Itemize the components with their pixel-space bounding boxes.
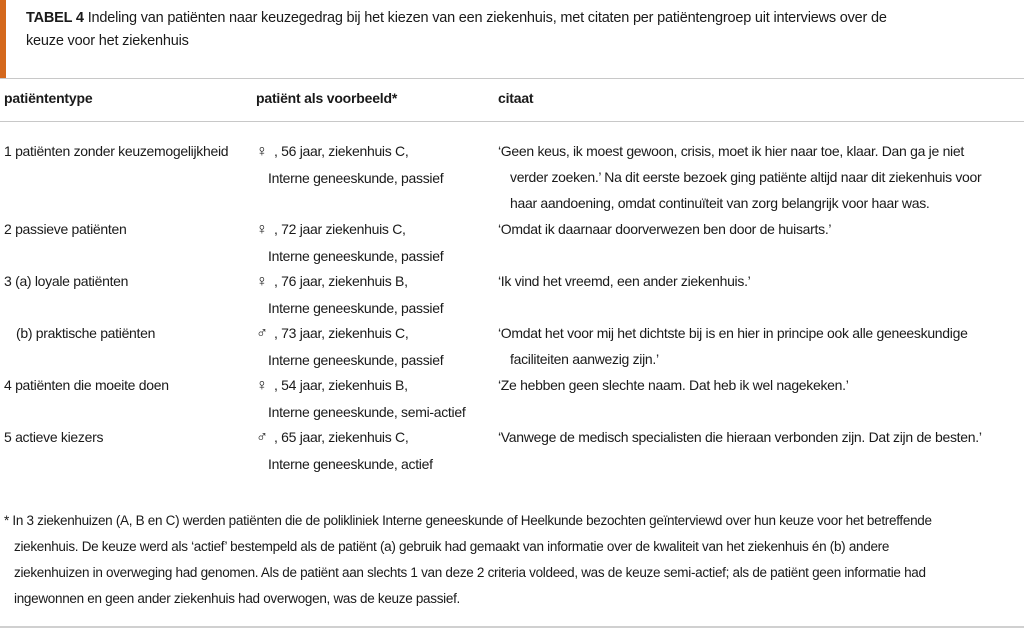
female-symbol-icon: ♀	[256, 221, 268, 238]
footnote-line: ziekenhuizen in overweging had genomen. Als de patiënt aan slechts 1 van deze 2 criteria voldeed, was de keuze semi-actief; als de patiënt geen informatie had	[14, 565, 926, 580]
quote	[498, 320, 1018, 372]
quote	[498, 268, 1018, 294]
example-line1: , 73 jaar, ziekenhuis C,	[274, 325, 409, 341]
example-line2: Interne geneeskunde, passief	[268, 170, 444, 186]
quote-line: ‘Ik vind het vreemd, een ander ziekenhuis.’	[498, 273, 751, 289]
quote-line: ‘Omdat het voor mij het dichtste bij is en hier in principe ook alle geneeskundige	[498, 325, 968, 341]
quote-line: haar aandoening, omdat continuïteit van zorg belangrijk voor haar was.	[510, 195, 930, 211]
example-line2: Interne geneeskunde, passief	[268, 352, 444, 368]
table-caption	[0, 0, 1024, 78]
quote	[498, 216, 1018, 242]
example-line1: , 65 jaar, ziekenhuis C,	[274, 429, 409, 445]
example-patient	[256, 424, 496, 477]
example-patient	[256, 216, 496, 269]
example-patient	[256, 268, 496, 321]
caption-divider	[0, 78, 1024, 79]
quote-line: ‘Ze hebben geen slechte naam. Dat heb ik wel nagekeken.’	[498, 377, 849, 393]
column-header-quote: citaat	[498, 90, 534, 106]
bottom-divider	[0, 626, 1024, 628]
example-line2: Interne geneeskunde, actief	[268, 456, 433, 472]
example-line1: , 54 jaar, ziekenhuis B,	[274, 377, 408, 393]
patient-type: 5 actieve kiezers	[4, 429, 104, 445]
example-line1: , 76 jaar, ziekenhuis B,	[274, 273, 408, 289]
patient-type: 3 (a) loyale patiënten	[4, 273, 129, 289]
quote-line: ‘Omdat ik daarnaar doorverwezen ben door de huisarts.’	[498, 221, 832, 237]
footnote-line: * In 3 ziekenhuizen (A, B en C) werden patiënten die de polikliniek Interne geneeskunde of Heelkunde bezochten geïnterviewd over hun keuze voor het betreffende	[4, 513, 932, 528]
table-footnote	[4, 508, 1020, 612]
patient-type: (b) praktische patiënten	[16, 325, 156, 341]
example-patient	[256, 138, 496, 191]
female-symbol-icon: ♀	[256, 143, 268, 160]
example-line1: , 72 jaar ziekenhuis C,	[274, 221, 406, 237]
quote-line: verder zoeken.’ Na dit eerste bezoek ging patiënte altijd naar dit ziekenhuis voor	[510, 169, 982, 185]
footnote-line: ingewonnen en geen ander ziekenhuis had overwogen, was de keuze passief.	[14, 591, 460, 606]
example-line1: , 56 jaar, ziekenhuis C,	[274, 143, 409, 159]
male-symbol-icon: ♂	[256, 325, 268, 342]
female-symbol-icon: ♀	[256, 377, 268, 394]
caption-text-line1: Indeling van patiënten naar keuzegedrag bij het kiezen van een ziekenhuis, met citaten per patiëntengroep uit interviews over de	[87, 10, 887, 26]
patient-type: 1 patiënten zonder keuzemogelijkheid	[4, 143, 229, 159]
quote	[498, 424, 1018, 450]
footnote-line: ziekenhuis. De keuze werd als ‘actief’ bestempeld als de patiënt (a) gebruik had gemaakt van informatie over de kwaliteit van het ziekenhuis én (b) andere	[14, 539, 890, 554]
example-line2: Interne geneeskunde, semi-actief	[268, 404, 466, 420]
header-divider	[0, 121, 1024, 122]
patient-type: 4 patiënten die moeite doen	[4, 377, 169, 393]
quote-line: faciliteiten aanwezig zijn.’	[510, 351, 659, 367]
quote	[498, 138, 1018, 216]
caption-text-line2: keuze voor het ziekenhuis	[26, 33, 189, 49]
column-header-example-patient: patiënt als voorbeeld*	[256, 90, 398, 106]
example-line2: Interne geneeskunde, passief	[268, 248, 444, 264]
male-symbol-icon: ♂	[256, 429, 268, 446]
table-label: TABEL 4	[26, 10, 84, 26]
quote-line: ‘Vanwege de medisch specialisten die hieraan verbonden zijn. Dat zijn de besten.’	[498, 429, 982, 445]
quote-line: ‘Geen keus, ik moest gewoon, crisis, moet ik hier naar toe, klaar. Dan ga je niet	[498, 143, 964, 159]
female-symbol-icon: ♀	[256, 273, 268, 290]
quote	[498, 372, 1018, 398]
example-line2: Interne geneeskunde, passief	[268, 300, 444, 316]
patient-type: 2 passieve patiënten	[4, 221, 127, 237]
column-header-patient-type: patiëntentype	[4, 90, 93, 106]
example-patient	[256, 320, 496, 373]
example-patient	[256, 372, 496, 425]
